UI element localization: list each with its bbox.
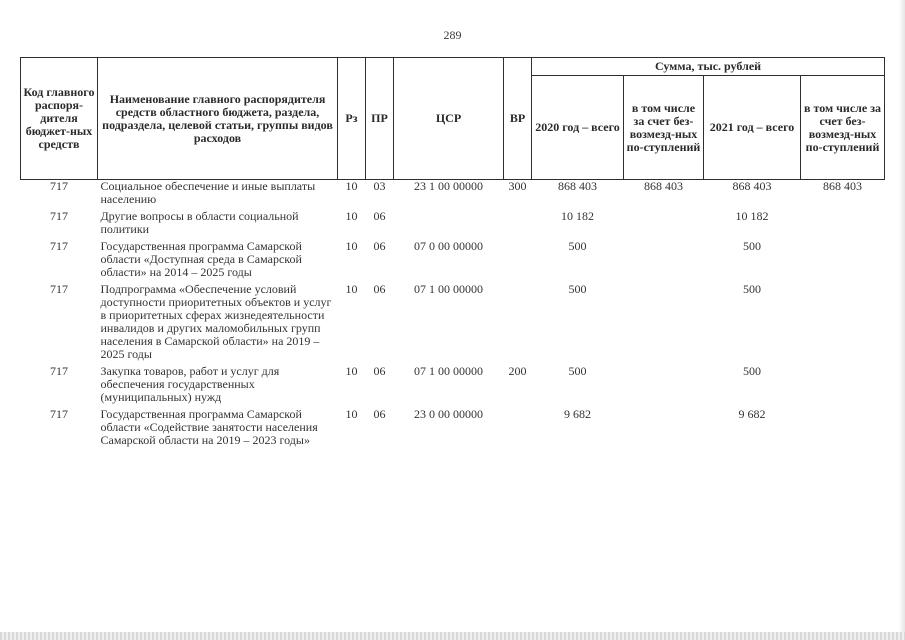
cell-2020-total: 500 [568, 282, 587, 296]
cell-2020-free [624, 283, 704, 365]
cell-2020-free: 868 403 [644, 179, 683, 193]
cell-2021-total: 500 [743, 239, 761, 253]
cell-2020-total: 868 403 [558, 179, 597, 193]
cell-rz: 10 [345, 239, 358, 253]
cell-rz: 10 [345, 209, 358, 223]
table-row [21, 180, 885, 211]
cell-name: Государственная программа Самарской области «Содействие занятости населения Самарской области на 2019 – 2023 годы» [100, 407, 318, 447]
cell-csr: 07 1 00 00000 [414, 282, 483, 296]
cell-2020-free [624, 408, 704, 451]
header-2020-free: в том числе за счет без-возмезд-ных по-ступлений [624, 76, 704, 180]
cell-csr: 07 0 00 00000 [414, 239, 483, 253]
cell-2021-free [801, 240, 885, 283]
budget-table [20, 57, 885, 451]
cell-2021-free: 868 403 [823, 179, 863, 193]
cell-name: Государственная программа Самарской области «Доступная среда в Самарской области» на 2014 – 2025 годы [100, 239, 302, 279]
cell-rz: 10 [345, 282, 358, 296]
table-row [21, 283, 885, 365]
cell-vr [504, 240, 532, 283]
cell-vr: 300 [508, 179, 527, 193]
cell-rz: 10 [345, 364, 358, 378]
table-row [21, 210, 885, 240]
cell-code: 717 [50, 282, 68, 296]
cell-code: 717 [50, 364, 68, 378]
table-row [21, 408, 885, 451]
header-rz: Рз [338, 58, 366, 180]
header-pr: ПР [366, 58, 394, 180]
cell-2021-total: 9 682 [738, 407, 766, 421]
scan-edge-bottom [0, 632, 905, 640]
cell-2021-total: 868 403 [732, 179, 772, 193]
cell-2021-free [801, 210, 885, 240]
cell-vr: 200 [508, 364, 527, 378]
cell-2021-free [801, 283, 885, 365]
header-2021-free: в том числе за счет без-возмезд-ных по-ступлений [801, 76, 885, 180]
header-name: Наименование главного распорядителя средств областного бюджета, раздела, подраздела, целевой статьи, группы видов расходов [98, 58, 338, 180]
cell-2021-free [801, 365, 885, 408]
cell-2020-free [624, 365, 704, 408]
cell-2021-total: 500 [743, 364, 761, 378]
cell-csr: 23 1 00 00000 [414, 179, 483, 193]
cell-2021-free [801, 408, 885, 451]
header-sum-group: Сумма, тыс. рублей [532, 58, 885, 76]
header-vr: ВР [504, 58, 532, 180]
cell-name: Другие вопросы в области социальной политики [100, 209, 299, 236]
cell-rz: 10 [345, 407, 358, 421]
cell-csr: 23 0 00 00000 [414, 407, 483, 421]
header-2021-total: 2021 год – всего [704, 76, 801, 180]
cell-2020-total: 10 182 [561, 209, 594, 223]
cell-vr [504, 408, 532, 451]
cell-code: 717 [50, 407, 68, 421]
cell-2021-total: 10 182 [735, 209, 769, 223]
cell-name: Подпрограмма «Обеспечение условий доступности приоритетных объектов и услуг в приоритетных сферах жизнедеятельности инвалидов и других маломобильных групп населения в Самарской области» на 2019 – 2025 годы [100, 282, 332, 361]
cell-pr: 06 [373, 364, 386, 378]
header-csr: ЦСР [394, 58, 504, 180]
cell-code: 717 [50, 209, 68, 223]
cell-rz: 10 [345, 179, 358, 193]
cell-2020-free [624, 240, 704, 283]
cell-2020-total: 500 [568, 364, 587, 378]
cell-vr [504, 283, 532, 365]
header-2020-total: 2020 год – всего [532, 76, 624, 180]
scan-edge-right [899, 0, 905, 640]
cell-2020-free [624, 210, 704, 240]
cell-pr: 06 [373, 282, 386, 296]
cell-pr: 06 [373, 209, 386, 223]
header-row-top [21, 58, 885, 76]
cell-pr: 06 [373, 407, 386, 421]
cell-2020-total: 500 [568, 239, 587, 253]
cell-pr: 03 [373, 179, 386, 193]
header-code: Код главного распоря-дителя бюджет-ных средств [21, 58, 98, 180]
page-number: 289 [443, 28, 462, 42]
cell-2020-total: 9 682 [564, 407, 591, 421]
cell-csr [394, 210, 504, 240]
cell-2021-total: 500 [743, 282, 761, 296]
table-body [21, 180, 885, 452]
cell-name: Социальное обеспечение и иные выплаты населению [100, 179, 316, 206]
cell-vr [504, 210, 532, 240]
table-row [21, 365, 885, 408]
cell-csr: 07 1 00 00000 [414, 364, 483, 378]
cell-name: Закупка товаров, работ и услуг для обеспечения государственных (муниципальных) нужд [100, 364, 280, 404]
cell-code: 717 [50, 239, 68, 253]
table-header [21, 58, 885, 180]
cell-pr: 06 [373, 239, 386, 253]
table-row [21, 240, 885, 283]
cell-code: 717 [50, 179, 68, 193]
